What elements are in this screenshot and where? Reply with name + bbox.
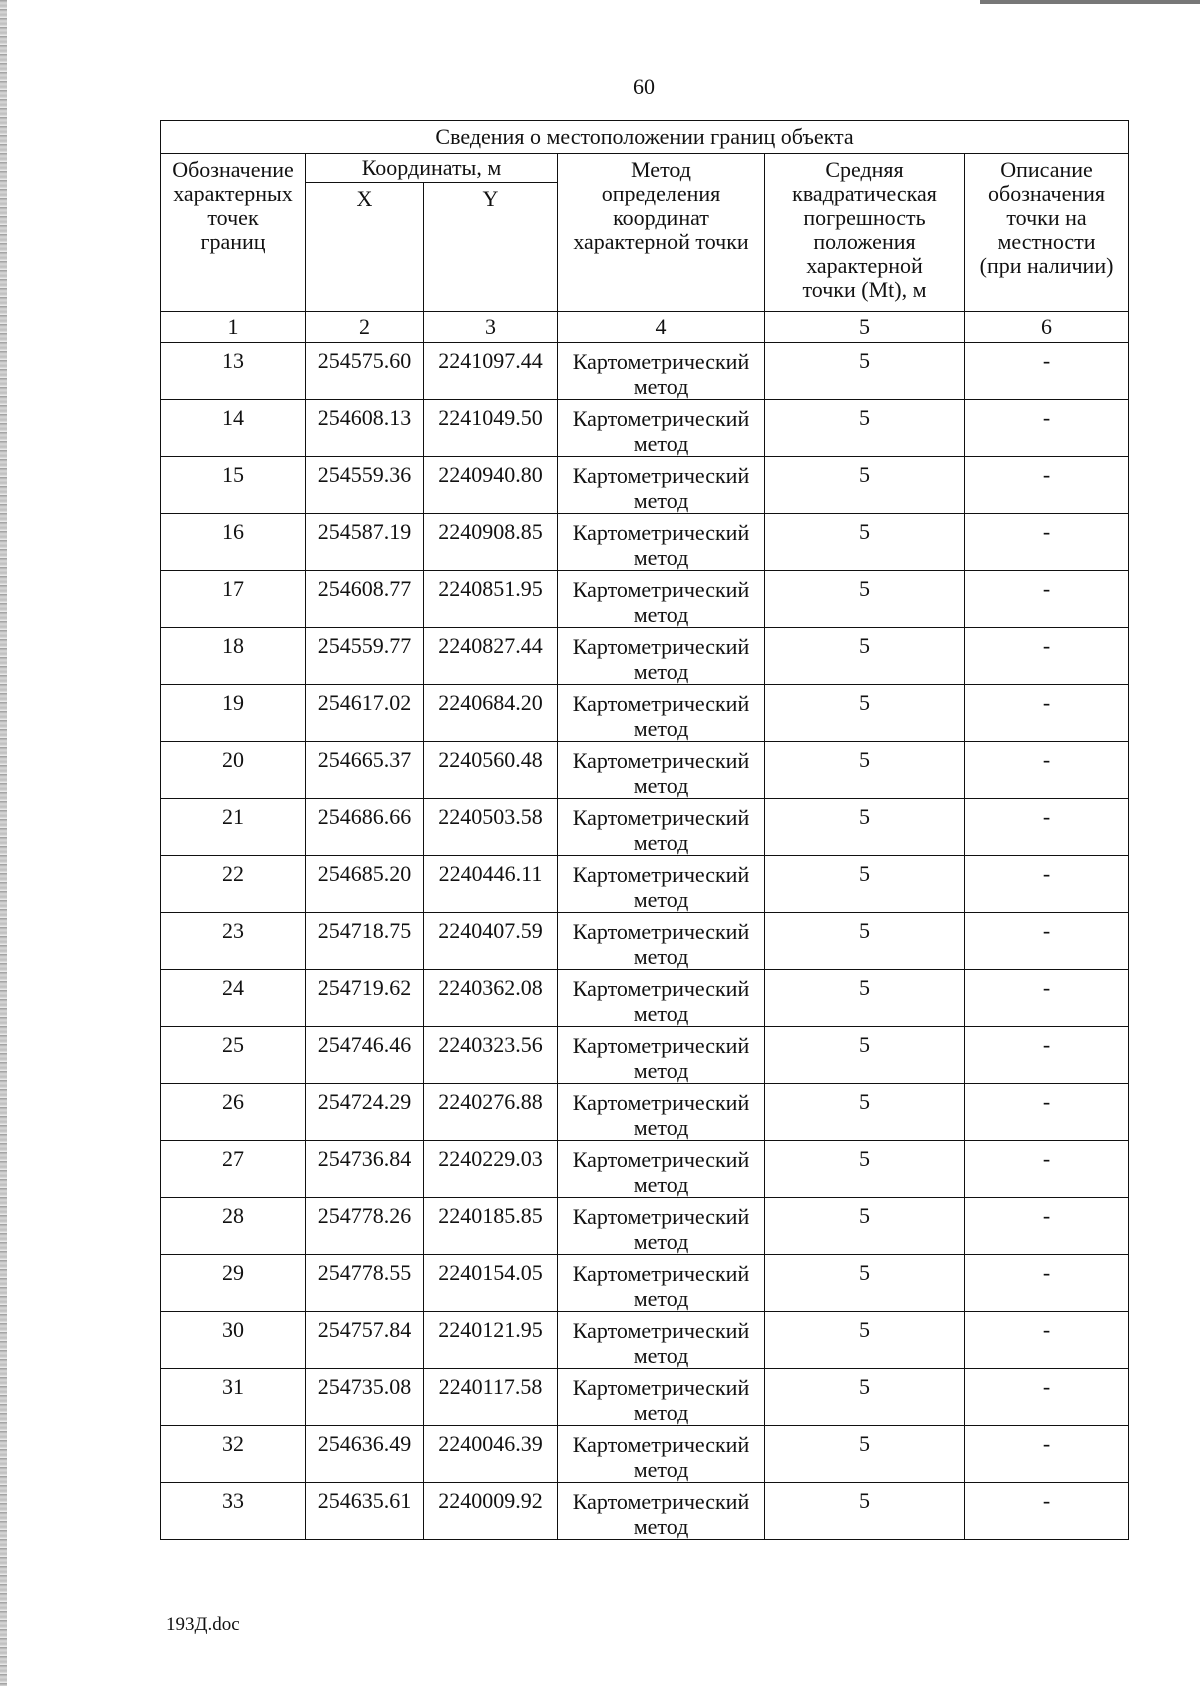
cell-method xyxy=(558,571,765,628)
cell-x: 254665.37 xyxy=(306,742,424,799)
cell-accuracy: 5 xyxy=(765,1426,965,1483)
table-row xyxy=(161,856,1129,913)
cell-x: 254636.49 xyxy=(306,1426,424,1483)
cell-description: - xyxy=(965,514,1129,571)
cell-y: 2241049.50 xyxy=(424,400,558,457)
table-row xyxy=(161,628,1129,685)
method-line: Картометрический xyxy=(572,1261,750,1286)
cell-x: 254736.84 xyxy=(306,1141,424,1198)
method-line: метод xyxy=(633,830,689,855)
cell-point: 26 xyxy=(161,1084,306,1141)
document-filename: 193Д.doc xyxy=(166,1614,240,1635)
cell-method xyxy=(558,799,765,856)
method-line: Картометрический xyxy=(572,1375,750,1400)
cell-accuracy: 5 xyxy=(765,400,965,457)
cell-x: 254575.60 xyxy=(306,343,424,400)
cell-method xyxy=(558,343,765,400)
method-line: Картометрический xyxy=(572,1318,750,1343)
cell-point: 14 xyxy=(161,400,306,457)
cell-point: 25 xyxy=(161,1027,306,1084)
cell-y: 2240407.59 xyxy=(424,913,558,970)
cell-y: 2240046.39 xyxy=(424,1426,558,1483)
cell-accuracy: 5 xyxy=(765,1312,965,1369)
header-line: Обозначение xyxy=(172,157,294,182)
cell-method xyxy=(558,742,765,799)
header-line: точки (Mt), м xyxy=(802,277,927,302)
column-number: 1 xyxy=(161,312,306,343)
table-row xyxy=(161,457,1129,514)
cell-point: 30 xyxy=(161,1312,306,1369)
header-accuracy xyxy=(765,154,965,312)
cell-point: 16 xyxy=(161,514,306,571)
cell-y: 2240503.58 xyxy=(424,799,558,856)
method-line: метод xyxy=(633,1172,689,1197)
cell-point: 22 xyxy=(161,856,306,913)
cell-x: 254746.46 xyxy=(306,1027,424,1084)
header-line: точки на xyxy=(1006,205,1087,230)
cell-y: 2240362.08 xyxy=(424,970,558,1027)
cell-x: 254686.66 xyxy=(306,799,424,856)
method-line: Картометрический xyxy=(572,862,750,887)
method-line: Картометрический xyxy=(572,919,750,944)
cell-accuracy: 5 xyxy=(765,1369,965,1426)
cell-method xyxy=(558,514,765,571)
header-line: границ xyxy=(200,229,266,254)
table-row xyxy=(161,970,1129,1027)
cell-description: - xyxy=(965,1141,1129,1198)
header-method xyxy=(558,154,765,312)
table-row xyxy=(161,913,1129,970)
cell-description: - xyxy=(965,571,1129,628)
cell-description: - xyxy=(965,1369,1129,1426)
method-line: метод xyxy=(633,1229,689,1254)
header-line: (при наличии) xyxy=(979,253,1114,278)
header-description xyxy=(965,154,1129,312)
method-line: Картометрический xyxy=(572,976,750,1001)
method-line: метод xyxy=(633,1001,689,1026)
cell-method xyxy=(558,400,765,457)
cell-method xyxy=(558,1426,765,1483)
coordinates-table xyxy=(160,120,1129,1540)
cell-description: - xyxy=(965,1312,1129,1369)
cell-point: 33 xyxy=(161,1483,306,1540)
scan-mark xyxy=(980,0,1200,4)
cell-description: - xyxy=(965,1198,1129,1255)
cell-x: 254719.62 xyxy=(306,970,424,1027)
table-row xyxy=(161,1369,1129,1426)
table-row xyxy=(161,1312,1129,1369)
header-point-designation xyxy=(161,154,306,312)
method-line: метод xyxy=(633,1286,689,1311)
cell-method xyxy=(558,1255,765,1312)
header-line: точек xyxy=(207,205,259,230)
table-row xyxy=(161,799,1129,856)
cell-description: - xyxy=(965,685,1129,742)
cell-x: 254559.36 xyxy=(306,457,424,514)
cell-y: 2240121.95 xyxy=(424,1312,558,1369)
table-row xyxy=(161,343,1129,400)
method-line: Картометрический xyxy=(572,577,750,602)
table-row xyxy=(161,1483,1129,1540)
cell-point: 27 xyxy=(161,1141,306,1198)
page-number: 60 xyxy=(633,74,655,99)
cell-description: - xyxy=(965,628,1129,685)
cell-x: 254718.75 xyxy=(306,913,424,970)
method-line: метод xyxy=(633,1115,689,1140)
cell-x: 254757.84 xyxy=(306,1312,424,1369)
cell-description: - xyxy=(965,1027,1129,1084)
header-line: местности xyxy=(997,229,1096,254)
cell-accuracy: 5 xyxy=(765,514,965,571)
cell-point: 31 xyxy=(161,1369,306,1426)
cell-method xyxy=(558,1312,765,1369)
cell-description: - xyxy=(965,856,1129,913)
cell-x: 254559.77 xyxy=(306,628,424,685)
table-row xyxy=(161,1426,1129,1483)
header-line: Метод xyxy=(631,157,691,182)
cell-point: 15 xyxy=(161,457,306,514)
method-line: Картометрический xyxy=(572,463,750,488)
table-row xyxy=(161,400,1129,457)
cell-x: 254724.29 xyxy=(306,1084,424,1141)
cell-x: 254778.55 xyxy=(306,1255,424,1312)
method-line: Картометрический xyxy=(572,691,750,716)
header-line: определения xyxy=(601,181,721,206)
table-title: Сведения о местоположении границ объекта xyxy=(161,121,1129,154)
cell-accuracy: 5 xyxy=(765,1198,965,1255)
cell-y: 2240229.03 xyxy=(424,1141,558,1198)
cell-point: 29 xyxy=(161,1255,306,1312)
method-line: Картометрический xyxy=(572,1033,750,1058)
method-line: Картометрический xyxy=(572,1147,750,1172)
cell-method xyxy=(558,1198,765,1255)
method-line: Картометрический xyxy=(572,1090,750,1115)
cell-point: 20 xyxy=(161,742,306,799)
method-line: метод xyxy=(633,887,689,912)
method-line: Картометрический xyxy=(572,805,750,830)
table-row xyxy=(161,571,1129,628)
method-line: метод xyxy=(633,1514,689,1539)
column-number: 6 xyxy=(965,312,1129,343)
table-body xyxy=(161,343,1129,1540)
header-line: координат xyxy=(613,205,709,230)
method-line: Картометрический xyxy=(572,406,750,431)
column-number: 2 xyxy=(306,312,424,343)
cell-accuracy: 5 xyxy=(765,571,965,628)
cell-accuracy: 5 xyxy=(765,628,965,685)
cell-point: 32 xyxy=(161,1426,306,1483)
table-row xyxy=(161,1141,1129,1198)
cell-accuracy: 5 xyxy=(765,685,965,742)
method-line: метод xyxy=(633,773,689,798)
header-coordinates: Координаты, м xyxy=(306,154,558,183)
cell-point: 28 xyxy=(161,1198,306,1255)
cell-accuracy: 5 xyxy=(765,856,965,913)
cell-point: 24 xyxy=(161,970,306,1027)
cell-point: 23 xyxy=(161,913,306,970)
method-line: метод xyxy=(633,1058,689,1083)
cell-description: - xyxy=(965,799,1129,856)
cell-y: 2240009.92 xyxy=(424,1483,558,1540)
column-number: 4 xyxy=(558,312,765,343)
method-line: Картометрический xyxy=(572,520,750,545)
cell-method xyxy=(558,1084,765,1141)
method-line: метод xyxy=(633,545,689,570)
cell-y: 2240446.11 xyxy=(424,856,558,913)
header-line: обозначения xyxy=(988,181,1106,206)
method-line: Картометрический xyxy=(572,1204,750,1229)
cell-x: 254778.26 xyxy=(306,1198,424,1255)
cell-method xyxy=(558,1369,765,1426)
cell-description: - xyxy=(965,1426,1129,1483)
method-line: метод xyxy=(633,488,689,513)
header-line: характерной xyxy=(806,253,923,278)
cell-description: - xyxy=(965,1255,1129,1312)
cell-accuracy: 5 xyxy=(765,799,965,856)
cell-accuracy: 5 xyxy=(765,970,965,1027)
cell-description: - xyxy=(965,343,1129,400)
column-number: 3 xyxy=(424,312,558,343)
table-row xyxy=(161,514,1129,571)
cell-x: 254587.19 xyxy=(306,514,424,571)
cell-x: 254608.13 xyxy=(306,400,424,457)
column-number: 5 xyxy=(765,312,965,343)
table-row xyxy=(161,1084,1129,1141)
header-line: характерной точки xyxy=(573,229,749,254)
cell-description: - xyxy=(965,742,1129,799)
header-line: Средняя xyxy=(825,157,904,182)
cell-accuracy: 5 xyxy=(765,742,965,799)
cell-accuracy: 5 xyxy=(765,1483,965,1540)
header-line: квадратическая xyxy=(792,181,937,206)
method-line: метод xyxy=(633,659,689,684)
table-row xyxy=(161,1255,1129,1312)
method-line: метод xyxy=(633,431,689,456)
cell-accuracy: 5 xyxy=(765,1027,965,1084)
cell-point: 17 xyxy=(161,571,306,628)
header-x: X xyxy=(306,183,424,312)
cell-y: 2240940.80 xyxy=(424,457,558,514)
method-line: метод xyxy=(633,602,689,627)
cell-x: 254617.02 xyxy=(306,685,424,742)
cell-accuracy: 5 xyxy=(765,1084,965,1141)
cell-x: 254608.77 xyxy=(306,571,424,628)
cell-x: 254635.61 xyxy=(306,1483,424,1540)
cell-method xyxy=(558,913,765,970)
cell-accuracy: 5 xyxy=(765,1255,965,1312)
cell-point: 18 xyxy=(161,628,306,685)
cell-method xyxy=(558,856,765,913)
method-line: Картометрический xyxy=(572,1489,750,1514)
cell-method xyxy=(558,970,765,1027)
cell-y: 2241097.44 xyxy=(424,343,558,400)
cell-x: 254685.20 xyxy=(306,856,424,913)
method-line: метод xyxy=(633,1400,689,1425)
method-line: метод xyxy=(633,1343,689,1368)
table-row xyxy=(161,1198,1129,1255)
cell-accuracy: 5 xyxy=(765,1141,965,1198)
table-row xyxy=(161,685,1129,742)
cell-description: - xyxy=(965,400,1129,457)
cell-y: 2240185.85 xyxy=(424,1198,558,1255)
method-line: метод xyxy=(633,944,689,969)
header-line: погрешность xyxy=(803,205,926,230)
cell-description: - xyxy=(965,913,1129,970)
cell-x: 254735.08 xyxy=(306,1369,424,1426)
cell-point: 13 xyxy=(161,343,306,400)
header-line: характерных xyxy=(173,181,293,206)
cell-method xyxy=(558,457,765,514)
cell-method xyxy=(558,685,765,742)
table-row xyxy=(161,742,1129,799)
cell-method xyxy=(558,1141,765,1198)
header-y: Y xyxy=(424,183,558,312)
cell-y: 2240154.05 xyxy=(424,1255,558,1312)
cell-y: 2240276.88 xyxy=(424,1084,558,1141)
cell-point: 19 xyxy=(161,685,306,742)
cell-y: 2240117.58 xyxy=(424,1369,558,1426)
cell-description: - xyxy=(965,970,1129,1027)
cell-y: 2240684.20 xyxy=(424,685,558,742)
method-line: Картометрический xyxy=(572,349,750,374)
cell-y: 2240908.85 xyxy=(424,514,558,571)
cell-y: 2240851.95 xyxy=(424,571,558,628)
cell-description: - xyxy=(965,1084,1129,1141)
method-line: Картометрический xyxy=(572,634,750,659)
cell-description: - xyxy=(965,457,1129,514)
header-line: положения xyxy=(813,229,916,254)
method-line: метод xyxy=(633,1457,689,1482)
cell-y: 2240827.44 xyxy=(424,628,558,685)
method-line: Картометрический xyxy=(572,748,750,773)
cell-description: - xyxy=(965,1483,1129,1540)
cell-accuracy: 5 xyxy=(765,343,965,400)
cell-point: 21 xyxy=(161,799,306,856)
cell-y: 2240560.48 xyxy=(424,742,558,799)
method-line: Картометрический xyxy=(572,1432,750,1457)
scan-edge xyxy=(0,0,7,1686)
cell-method xyxy=(558,1027,765,1084)
cell-method xyxy=(558,628,765,685)
method-line: метод xyxy=(633,374,689,399)
cell-accuracy: 5 xyxy=(765,913,965,970)
method-line: метод xyxy=(633,716,689,741)
header-line: Описание xyxy=(1000,157,1093,182)
cell-method xyxy=(558,1483,765,1540)
table-row xyxy=(161,1027,1129,1084)
cell-y: 2240323.56 xyxy=(424,1027,558,1084)
cell-accuracy: 5 xyxy=(765,457,965,514)
